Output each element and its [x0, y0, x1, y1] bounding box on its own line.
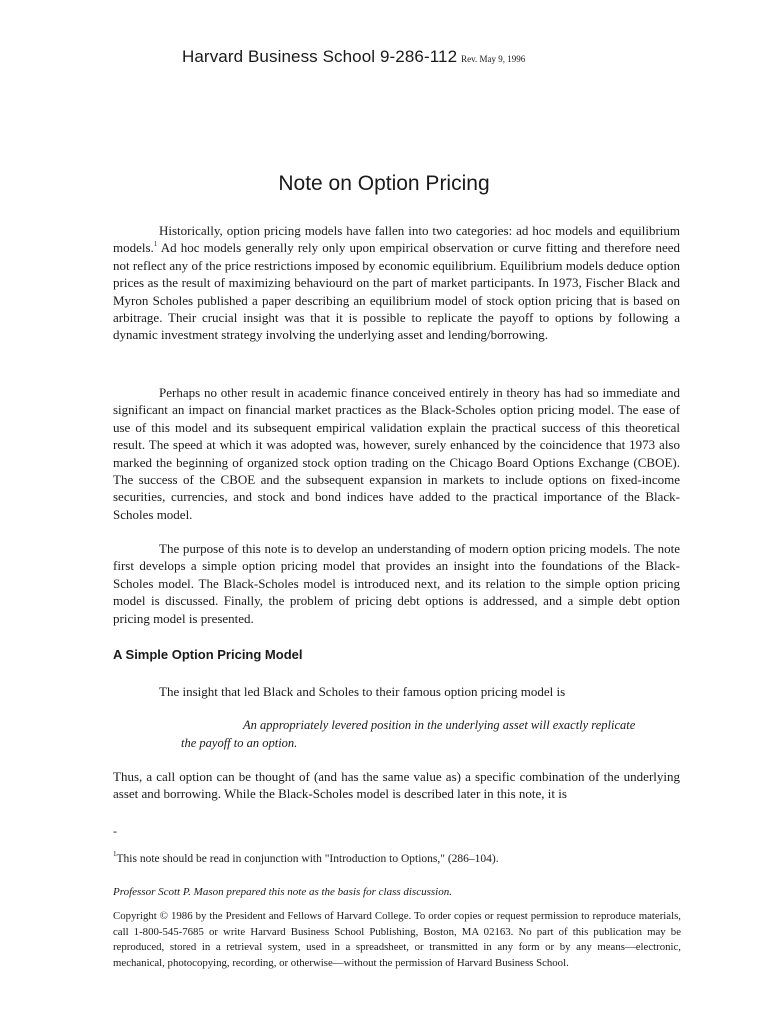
footnote-text: This note should be read in conjunction with "Introduction to Options," (286–104). [116, 853, 499, 865]
paragraph-call-option: Thus, a call option can be thought of (and has the same value as) a specific combination of the underlying asset and borrowing. While the Black-Scholes model is described later in this note, it is [113, 769, 680, 802]
footnote-number: 1 [113, 850, 117, 858]
paragraph-impact: Perhaps no other result in academic finance conceived entirely in theory has had so immediate and significant an impact on financial market practices as the Black-Scholes option pricing model. The ease of use of this model and its subsequent empirical validation explain the practical success of this theoretical result. The speed at which it was adopted was, however, surely enhanced by the coincidence that 1973 also marked the beginning of organized stock option trading on the Chicago Board Options Exchange (CBOE). The success of the CBOE and the subsequent expansion in markets to include options on fixed-income securities, currencies, and stock and bond indices have added to the practical importance of the Black-Scholes model. [113, 385, 680, 522]
paragraph-insight: The insight that led Black and Scholes to their famous option pricing model is [159, 684, 566, 699]
case-number: Harvard Business School 9-286-112 [182, 47, 458, 66]
footnote [113, 850, 499, 865]
section-heading: A Simple Option Pricing Model [113, 647, 303, 662]
quote-line-1: An appropriately levered position in the underlying asset will exactly replicate [243, 718, 636, 732]
revision-date: Rev. May 9, 1996 [461, 54, 526, 64]
document-header [182, 47, 525, 67]
document-title: Note on Option Pricing [278, 172, 490, 195]
footnote-separator: - [113, 824, 117, 838]
paragraph-intro-text-a: Historically, option pricing models have fallen into two categories: ad hoc models and equilibrium models. [113, 223, 680, 256]
footnote-reference: 1 [153, 240, 158, 249]
prepared-by-note: Professor Scott P. Mason prepared this note as the basis for class discussion. [113, 886, 452, 898]
paragraph-purpose: The purpose of this note is to develop an understanding of modern option pricing models. The note first develops a simple option pricing model that provides an insight into the foundations of the Black- Scholes model. The Black-Scholes model is introduced next, and its relation to the simple option pricing model is discussed. Finally, the problem of pricing debt options is addressed, and a simple debt option pricing model is presented. [113, 541, 680, 626]
paragraph-intro-text-b: Ad hoc models generally rely only upon empirical observation or curve fitting and therefore need not reflect any of the price restrictions imposed by economic equilibrium. Equilibrium models deduce option prices as the result of maximizing behaviourd on the part of market participants. In 1973, Fischer Black and Myron Scholes published a paper describing an equilibrium model of stock option pricing that is based on arbitrage. Their crucial insight was that it is possible to replicate the payoff to options by following a dynamic investment strategy involving the underlying asset and lending/borrowing. [113, 240, 680, 343]
copyright-notice: Copyright © 1986 by the President and Fellows of Harvard College. To order copies or request permission to reproduce materials, call 1-800-545-7685 or write Harvard Business School Publishing, Boston, MA 02163. No part of this publication may be reproduced, stored in a retrieval system, used in a spreadsheet, or transmitted in any form or by any means—electronic, mechanical, photocopying, recording, or otherwise—without the permission of Harvard Business School. [113, 910, 681, 969]
quote-line-2: the payoff to an option. [181, 736, 298, 750]
paragraph-intro [113, 222, 680, 344]
